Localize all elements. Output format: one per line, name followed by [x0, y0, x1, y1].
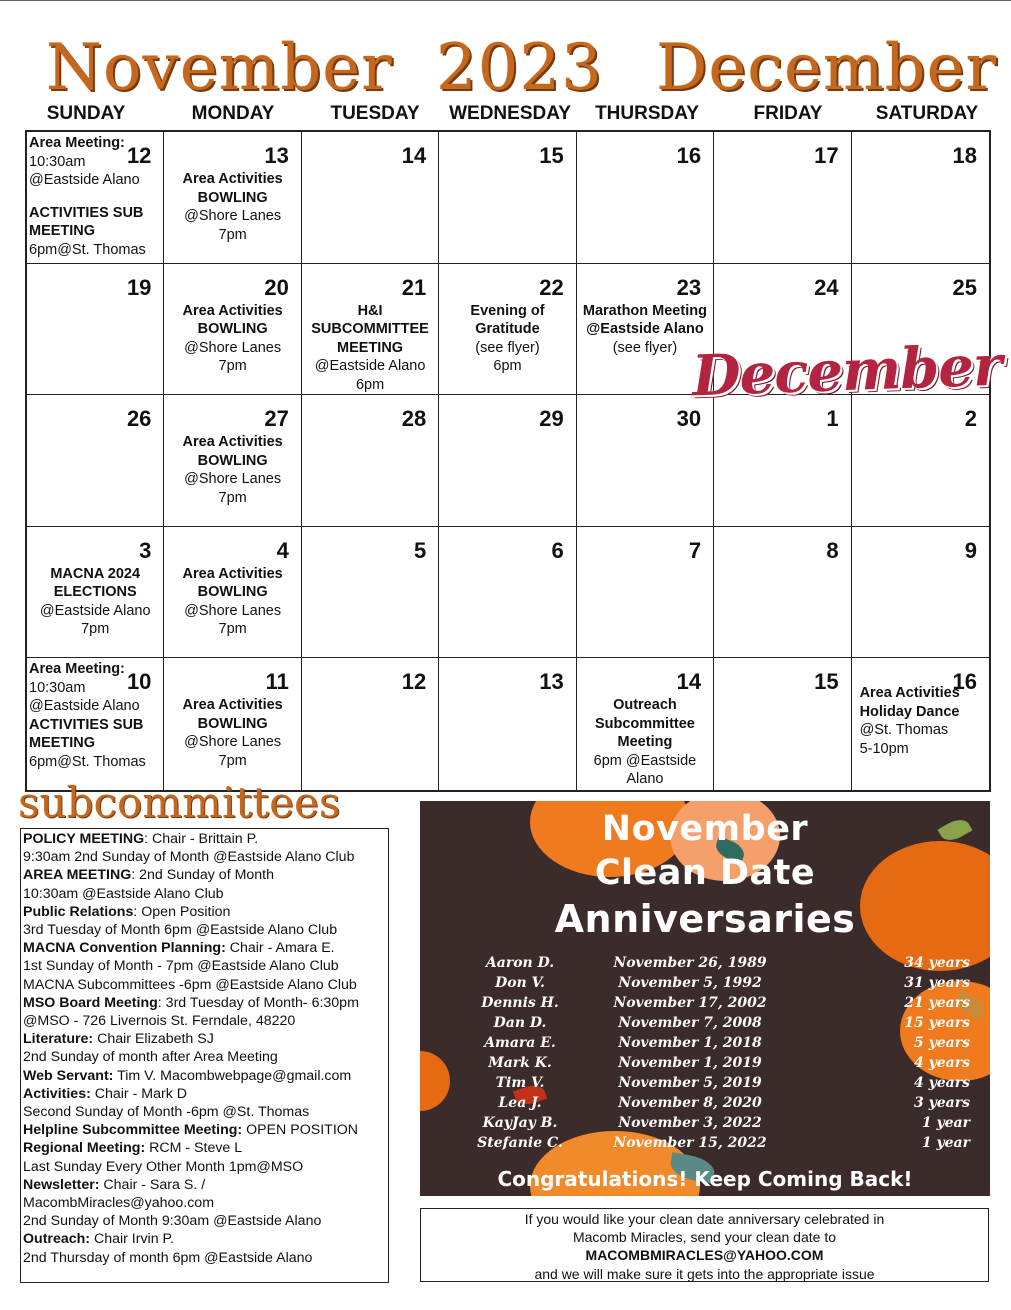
anniversaries-heading-3: Anniversaries	[554, 897, 856, 941]
anniversary-years: 4 years	[914, 1055, 970, 1071]
calendar-day-cell	[714, 527, 851, 659]
subcommittee-line	[23, 1121, 386, 1139]
event-line: Area Activities	[182, 565, 283, 582]
subcommittee-label: MSO Board Meeting	[23, 994, 158, 1011]
subcommittee-line	[23, 1030, 386, 1048]
event-line: BOWLING	[197, 452, 268, 469]
event-line: SUBCOMMITTEE	[311, 321, 429, 338]
day-number: 30	[676, 406, 702, 432]
day-number: 28	[401, 406, 427, 432]
day-number: 23	[676, 274, 702, 300]
anniversary-row	[450, 973, 970, 993]
anniversary-name: KayJay B.	[482, 1115, 558, 1131]
subcommittee-detail: 2nd Thursday of month 6pm @Eastside Alano	[23, 1249, 313, 1266]
subcommittee-label: POLICY MEETING	[23, 831, 145, 847]
subcommittee-line	[23, 1212, 386, 1230]
anniversary-name: Lea J.	[498, 1095, 542, 1111]
anniversary-row	[450, 1133, 970, 1153]
event-line: H&I	[357, 302, 383, 319]
event-line: 7pm	[218, 226, 247, 243]
event-line: MEETING	[29, 735, 96, 752]
anniversary-date: November 5, 2019	[618, 1075, 762, 1091]
subcommittee-detail: 2nd Sunday of month after Area Meeting	[23, 1049, 278, 1066]
day-number: 6	[551, 537, 564, 563]
event-line: 6pm@St. Thomas	[29, 241, 146, 258]
calendar-day-cell	[302, 132, 439, 264]
day-number: 26	[126, 406, 152, 432]
subcommittee-line	[23, 1085, 386, 1103]
day-number: 20	[264, 274, 289, 300]
event-line: @Eastside Alano	[586, 321, 704, 338]
day-number: 3	[139, 537, 152, 563]
event-line: Area Meeting:	[29, 135, 125, 151]
subcommittee-line	[23, 1230, 386, 1248]
title-year: 2023	[436, 31, 603, 105]
subcommittee-line	[23, 1012, 386, 1030]
subcommittee-detail: OPEN POSITION	[242, 1122, 359, 1139]
subcommittee-detail: 2nd Sunday of Month 9:30am @Eastside Alano	[23, 1213, 322, 1230]
day-number: 25	[952, 274, 977, 300]
event-line: ACTIVITIES SUB	[29, 716, 144, 733]
december-script-label: December	[690, 332, 1003, 410]
day-number: 27	[264, 406, 289, 432]
event-line: Evening of	[470, 302, 545, 319]
day-number: 12	[126, 143, 152, 168]
anniversary-years: 4 years	[914, 1075, 970, 1091]
event-line: Area Activities	[182, 697, 283, 714]
calendar-day-cell	[439, 132, 576, 264]
calendar-day-cell	[164, 658, 301, 790]
event-line: 6pm @Eastside	[593, 752, 697, 769]
calendar-day-cell	[439, 658, 576, 790]
event-line: Area Meeting:	[29, 661, 125, 678]
subcommittee-line	[23, 1067, 386, 1085]
day-number: 21	[401, 274, 427, 300]
anniversaries-heading-2: Clean Date	[594, 853, 816, 893]
event-line: @Shore Lanes	[184, 471, 282, 488]
event-details	[168, 302, 296, 376]
subcommittee-detail: Chair - Mark D	[90, 1085, 187, 1102]
note-line: Macomb Miracles, send your clean date to	[572, 1229, 836, 1246]
anniversary-name: Amara E.	[484, 1035, 556, 1051]
anniversary-years: 34 years	[904, 955, 970, 971]
anniversary-row	[450, 993, 970, 1013]
anniversary-date: November 3, 2022	[618, 1115, 762, 1131]
event-details	[306, 302, 434, 395]
subcommittee-detail: RCM - Steve L	[145, 1140, 243, 1157]
subcommittee-line	[23, 957, 386, 975]
subcommittee-detail: : 2nd Sunday of Month	[131, 867, 275, 884]
day-number: 24	[814, 274, 839, 300]
weekday-wednesday: WEDNESDAY	[449, 103, 571, 124]
subcommittee-detail: Second Sunday of Month -6pm @St. Thomas	[23, 1104, 310, 1121]
day-number: 8	[826, 537, 839, 563]
calendar-day-cell	[302, 395, 439, 527]
calendar-day-cell	[302, 658, 439, 790]
event-line: 6pm@St. Thomas	[29, 753, 146, 770]
day-number: 15	[539, 143, 564, 168]
anniversary-name: Aaron D.	[485, 955, 555, 971]
anniversary-row	[450, 1013, 970, 1033]
anniversary-years: 1 year	[921, 1135, 970, 1151]
subcommittee-detail: : 3rd Tuesday of Month- 6:30pm	[157, 994, 359, 1011]
subcommittees-title: subcommittees	[18, 778, 341, 827]
event-line: @Eastside Alano	[29, 698, 140, 715]
note-email: MACOMBMIRACLES@YAHOO.COM	[585, 1247, 824, 1264]
day-number: 29	[539, 406, 564, 432]
event-line: 7pm	[218, 358, 247, 375]
event-line: 5-10pm	[859, 740, 909, 757]
calendar-day-cell	[852, 395, 989, 527]
subcommittee-detail: Chair Elizabeth SJ	[93, 1031, 214, 1048]
event-line: Subcommittee	[594, 715, 695, 732]
day-number: 13	[264, 143, 289, 168]
event-line: BOWLING	[197, 189, 268, 206]
event-line: @Shore Lanes	[184, 734, 282, 751]
event-line: MACNA 2024	[50, 565, 141, 582]
anniversaries-heading-1: November	[601, 809, 809, 849]
subcommittee-label: Web Servant:	[23, 1067, 114, 1084]
day-number: 4	[276, 537, 289, 563]
subcommittee-detail: 10:30am @Eastside Alano Club	[23, 885, 224, 902]
anniversaries-panel	[420, 801, 990, 1196]
event-line: (see flyer)	[612, 339, 678, 356]
subcommittee-label: Activities:	[23, 1085, 91, 1102]
anniversary-years: 5 years	[914, 1035, 970, 1051]
event-line: ACTIVITIES SUB	[29, 204, 144, 221]
subcommittee-detail: Tim V. Macombwebpage@gmail.com	[113, 1067, 352, 1084]
event-line: ELECTIONS	[53, 584, 137, 601]
anniversary-date: November 5, 1992	[618, 975, 762, 991]
event-line: Area Activities	[182, 302, 283, 319]
anniversary-row	[450, 1053, 970, 1073]
event-line: @Shore Lanes	[184, 602, 282, 619]
calendar-day-cell	[577, 132, 714, 264]
event-line: 7pm	[81, 621, 110, 638]
day-number: 15	[814, 669, 839, 695]
subcommittee-detail: Chair - Sara S. /	[99, 1176, 206, 1193]
day-number: 1	[826, 406, 839, 432]
event-details	[581, 696, 709, 789]
day-number: 17	[814, 143, 839, 168]
event-line: Meeting	[617, 734, 673, 751]
calendar-day-cell	[714, 395, 851, 527]
calendar-day-cell	[164, 395, 301, 527]
day-number: 10	[126, 669, 152, 695]
event-line: Area Activities	[859, 685, 960, 702]
calendar-day-cell	[852, 658, 989, 790]
event-details	[31, 565, 159, 639]
subcommittee-detail: 9:30am 2nd Sunday of Month @Eastside Alano Club	[23, 849, 355, 866]
subcommittees-list	[20, 828, 389, 1283]
subcommittee-line	[23, 903, 386, 921]
calendar-day-cell	[27, 132, 164, 264]
event-line: @Eastside Alano	[29, 172, 140, 188]
top-rule	[0, 0, 1011, 1]
subcommittee-label: Helpline Subcommittee Meeting:	[23, 1122, 243, 1139]
weekday-sunday: SUNDAY	[46, 103, 126, 124]
note-line: If you would like your clean date anniversary celebrated in	[524, 1211, 885, 1227]
calendar-day-cell	[302, 527, 439, 659]
anniversary-years: 31 years	[904, 975, 970, 991]
event-line: Alano	[626, 771, 664, 788]
subcommittee-line	[23, 1176, 386, 1194]
subcommittee-label: MACNA Convention Planning:	[23, 940, 226, 957]
subcommittee-line	[23, 1158, 386, 1176]
anniversaries-footer: Congratulations! Keep Coming Back!	[497, 1167, 913, 1191]
subcommittee-detail: : Open Position	[133, 903, 231, 920]
anniversary-date: November 8, 2020	[618, 1095, 762, 1111]
anniversary-name: Stefanie C.	[477, 1135, 563, 1151]
calendar-day-cell	[439, 527, 576, 659]
calendar-day-cell	[302, 264, 439, 396]
event-line: Holiday Dance	[859, 703, 960, 720]
event-line: 7pm	[218, 621, 247, 638]
calendar-grid	[25, 130, 991, 792]
subcommittee-line	[23, 830, 386, 848]
day-number: 13	[539, 669, 564, 695]
event-details	[581, 302, 709, 358]
calendar-day-cell	[714, 132, 851, 264]
calendar-day-cell	[27, 527, 164, 659]
calendar-day-cell	[852, 132, 989, 264]
day-number: 19	[126, 274, 152, 300]
subcommittee-line	[23, 885, 386, 903]
anniversary-row	[450, 1113, 970, 1133]
anniversary-date: November 7, 2008	[618, 1015, 762, 1031]
subcommittee-detail: : Chair - Brittain P.	[144, 831, 259, 847]
anniversary-row	[450, 1033, 970, 1053]
day-number: 11	[265, 669, 289, 695]
anniversary-name: Dan D.	[493, 1015, 547, 1031]
event-line: Area Activities	[182, 434, 283, 451]
subcommittee-line	[23, 848, 386, 866]
event-line: 6pm	[493, 358, 522, 375]
day-number: 18	[952, 143, 977, 168]
subcommittee-line	[23, 939, 386, 957]
event-details	[29, 660, 161, 771]
event-spacer	[29, 190, 161, 204]
subcommittee-detail: MACNA Subcommittees -6pm @Eastside Alano Club	[23, 976, 357, 993]
pumpkin-decoration	[420, 1051, 450, 1111]
day-number: 14	[401, 143, 427, 168]
subcommittee-line	[23, 994, 386, 1012]
anniversary-years: 21 years	[904, 995, 970, 1011]
day-number: 22	[539, 274, 564, 300]
event-line: 7pm	[218, 489, 247, 506]
subcommittee-label: Outreach:	[23, 1231, 91, 1248]
event-line: Area Activities	[182, 171, 283, 187]
event-line: @Shore Lanes	[184, 208, 282, 224]
calendar-day-cell	[852, 527, 989, 659]
day-number: 16	[952, 669, 977, 695]
anniversary-date: November 26, 1989	[613, 955, 767, 971]
event-details	[168, 170, 296, 244]
subcommittee-line	[23, 921, 386, 939]
anniversary-name: Don V.	[495, 975, 545, 991]
subcommittee-line	[23, 1103, 386, 1121]
day-number: 9	[964, 537, 977, 563]
calendar-day-cell	[27, 658, 164, 790]
event-line: MEETING	[29, 223, 96, 239]
anniversary-years: 15 years	[904, 1015, 970, 1031]
event-line: Outreach	[613, 697, 677, 714]
subcommittee-line	[23, 1139, 386, 1157]
subcommittee-detail: Chair Irvin P.	[90, 1231, 175, 1248]
subcommittee-line	[23, 866, 386, 884]
anniversary-name: Tim V.	[495, 1075, 545, 1091]
subcommittee-detail: Chair - Amara E.	[225, 940, 335, 957]
event-line: 10:30am	[29, 679, 86, 696]
event-details	[443, 302, 571, 376]
anniversary-years: 3 years	[914, 1095, 970, 1111]
event-line: 7pm	[218, 752, 247, 769]
day-number: 5	[414, 537, 427, 563]
subcommittee-line	[23, 976, 386, 994]
weekday-friday: FRIDAY	[753, 103, 823, 124]
event-line: Marathon Meeting	[582, 302, 707, 319]
subcommittee-line	[23, 1048, 386, 1066]
subcommittee-label: Newsletter:	[23, 1176, 100, 1193]
anniversary-years: 1 year	[921, 1115, 970, 1131]
anniversary-submission-note	[420, 1208, 989, 1282]
subcommittee-detail: MacombMiracles@yahoo.com	[23, 1195, 215, 1212]
calendar-day-cell	[439, 395, 576, 527]
event-details	[29, 134, 161, 259]
event-line: @St. Thomas	[859, 722, 949, 739]
event-line: @Eastside Alano	[39, 602, 151, 619]
day-number: 14	[676, 669, 702, 695]
subcommittee-detail: 3rd Tuesday of Month 6pm @Eastside Alano Club	[23, 922, 338, 939]
anniversary-name: Mark K.	[488, 1055, 552, 1071]
weekday-monday: MONDAY	[191, 103, 275, 124]
day-number: 12	[401, 669, 427, 695]
title-month-left: November	[46, 31, 393, 105]
event-line: @Shore Lanes	[184, 339, 282, 356]
subcommittee-detail: @MSO - 726 Livernois St. Ferndale, 48220	[23, 1013, 296, 1030]
anniversary-date: November 1, 2018	[618, 1035, 762, 1051]
event-details	[860, 684, 987, 758]
weekday-thursday: THURSDAY	[595, 103, 699, 124]
anniversary-name: Dennis H.	[481, 995, 559, 1011]
note-line: and we will make sure it gets into the appropriate issue	[534, 1265, 875, 1282]
weekday-saturday: SATURDAY	[875, 103, 979, 124]
calendar-day-cell	[577, 395, 714, 527]
day-number: 16	[676, 143, 702, 168]
anniversary-date: November 17, 2002	[613, 995, 767, 1011]
day-number: 7	[688, 537, 702, 563]
calendar-day-cell	[27, 395, 164, 527]
calendar-day-cell	[439, 264, 576, 396]
calendar-day-cell	[577, 527, 714, 659]
subcommittee-label: AREA MEETING	[23, 867, 132, 884]
event-line: BOWLING	[197, 584, 268, 601]
day-number: 2	[964, 406, 977, 432]
event-line: MEETING	[337, 339, 404, 356]
event-details	[168, 565, 296, 639]
event-line: 6pm	[355, 376, 385, 393]
event-details	[168, 696, 296, 770]
calendar-day-cell	[714, 658, 851, 790]
subcommittee-label: Regional Meeting:	[23, 1140, 146, 1157]
anniversary-row	[450, 953, 970, 973]
calendar-day-cell	[27, 264, 164, 396]
anniversaries-table	[450, 953, 970, 1153]
anniversary-row	[450, 1073, 970, 1093]
event-details	[168, 433, 296, 507]
calendar-day-cell	[164, 264, 301, 396]
calendar-day-cell	[164, 132, 301, 264]
event-line: BOWLING	[197, 715, 268, 732]
event-line: Gratitude	[475, 321, 540, 338]
anniversary-date: November 15, 2022	[613, 1135, 767, 1151]
title-month-right: December	[656, 31, 998, 105]
weekday-header-row	[18, 102, 990, 126]
calendar-day-cell	[164, 527, 301, 659]
subcommittee-detail: Last Sunday Every Other Month 1pm@MSO	[23, 1158, 304, 1175]
calendar-day-cell	[577, 658, 714, 790]
subcommittee-label: Public Relations	[23, 903, 134, 920]
subcommittee-line	[23, 1249, 386, 1267]
subcommittee-label: Literature:	[23, 1031, 94, 1048]
subcommittee-detail: 1st Sunday of Month - 7pm @Eastside Alano Club	[23, 958, 339, 975]
anniversary-row	[450, 1093, 970, 1113]
event-line: BOWLING	[197, 321, 268, 338]
weekday-tuesday: TUESDAY	[330, 103, 420, 124]
subcommittee-line	[23, 1194, 386, 1212]
event-line: 10:30am	[29, 153, 86, 170]
event-line: @Eastside Alano	[314, 358, 426, 375]
event-line: (see flyer)	[475, 339, 540, 356]
anniversary-date: November 1, 2019	[618, 1055, 762, 1071]
